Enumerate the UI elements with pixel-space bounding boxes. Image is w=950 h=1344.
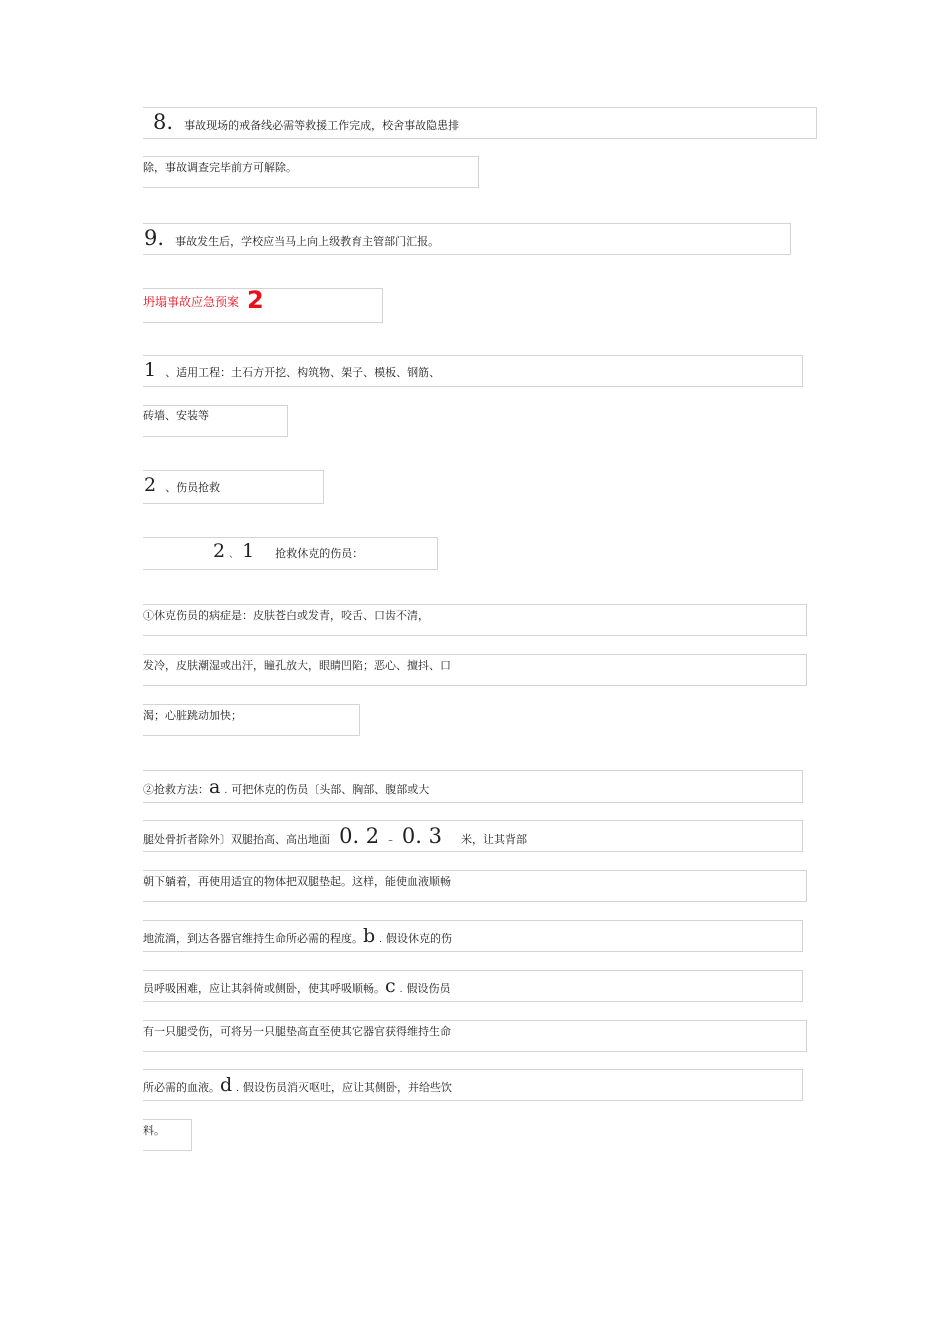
step-letter: d bbox=[220, 1074, 233, 1096]
item-number: 9. bbox=[144, 226, 165, 250]
section-1-continued bbox=[143, 404, 209, 423]
method-line-7 bbox=[143, 1074, 452, 1096]
paragraph-text: 有一只腿受伤，可将另一只腿垫高直至使其它器官获得维持生命 bbox=[143, 1025, 451, 1038]
paragraph-text: 可把休克的伤员〔头部、胸部、腹部或大 bbox=[231, 783, 430, 796]
paragraph-text: 除，事故调查完毕前方可解除。 bbox=[143, 161, 297, 174]
item-number: 1 bbox=[144, 359, 157, 381]
section-2 bbox=[144, 474, 220, 496]
symptom-line-3 bbox=[143, 704, 242, 723]
symptom-line-2 bbox=[143, 654, 451, 673]
separator: . bbox=[379, 935, 383, 945]
paragraph-text: 假设休克的伤 bbox=[386, 932, 453, 945]
separator: 、 bbox=[229, 550, 239, 560]
height-value-max: 0. 3 bbox=[401, 824, 442, 848]
paragraph-text: 米，让其背部 bbox=[461, 833, 528, 846]
paragraph-text: 地流淌，到达各器官维持生命所必需的程度。 bbox=[143, 932, 363, 945]
range-dash: – bbox=[388, 836, 393, 846]
subsection-2-1 bbox=[213, 540, 363, 562]
item-number: 1 bbox=[242, 540, 255, 562]
step-letter: b bbox=[363, 925, 376, 947]
height-value-min: 0. 2 bbox=[339, 824, 380, 848]
method-line-3 bbox=[143, 870, 451, 889]
paragraph-text: ②抢救方法： bbox=[143, 783, 209, 796]
section-1 bbox=[144, 359, 440, 381]
method-line-6 bbox=[143, 1020, 451, 1039]
heading-text: 坍塌事故应急预案 bbox=[143, 295, 240, 309]
paragraph-text: 事故现场的戒备线必需等救援工作完成，校舍事故隐患排 bbox=[184, 119, 460, 132]
section-heading bbox=[143, 286, 264, 314]
paragraph-text: 假设伤员 bbox=[406, 982, 451, 995]
paragraph-text: 员呼吸困难，应让其斜倚或侧卧，使其呼吸顺畅。 bbox=[143, 982, 385, 995]
heading-number: 2 bbox=[247, 286, 264, 314]
paragraph-9 bbox=[144, 226, 439, 250]
item-number: 2 bbox=[213, 540, 226, 562]
item-number: 8. bbox=[153, 110, 174, 134]
paragraph-8 bbox=[153, 110, 459, 134]
paragraph-text: 腿处骨折者除外〕双腿抬高、高出地面 bbox=[143, 833, 330, 846]
paragraph-text: ①休克伤员的病症是：皮肤苍白或发青，咬舌、口齿不清， bbox=[143, 609, 429, 622]
method-line-8 bbox=[143, 1119, 165, 1138]
method-line-5 bbox=[143, 975, 451, 997]
paragraph-text: 料。 bbox=[143, 1124, 165, 1137]
paragraph-text: 假设伤员消灭呕吐，应让其侧卧，并给些饮 bbox=[243, 1081, 453, 1094]
step-letter: a bbox=[209, 776, 221, 798]
separator: . bbox=[399, 985, 403, 995]
paragraph-text: 所必需的血液。 bbox=[143, 1081, 220, 1094]
paragraph-text: 抢救休克的伤员： bbox=[275, 547, 364, 560]
paragraph-text: 渴；心脏跳动加快； bbox=[143, 709, 242, 722]
separator: . bbox=[224, 786, 228, 796]
paragraph-text: 、适用工程：土石方开挖、构筑物、架子、模板、钢筋、 bbox=[165, 366, 441, 379]
paragraph-text: 、伤员抢救 bbox=[165, 481, 221, 494]
method-line-2 bbox=[143, 824, 527, 848]
method-line-1 bbox=[143, 776, 429, 798]
step-letter: c bbox=[385, 975, 396, 997]
method-line-4 bbox=[143, 925, 452, 947]
paragraph-text: 事故发生后，学校应当马上向上级教育主管部门汇报。 bbox=[175, 235, 440, 248]
separator: . bbox=[236, 1084, 240, 1094]
paragraph-text: 发冷，皮肤潮湿或出汗，瞳孔放大，眼睛凹陷；恶心、擅抖、口 bbox=[143, 659, 451, 672]
paragraph-text: 朝下躺着，再使用适宜的物体把双腿垫起。这样，能使血液顺畅 bbox=[143, 875, 451, 888]
paragraph-8-continued bbox=[143, 156, 297, 175]
item-number: 2 bbox=[144, 474, 157, 496]
paragraph-text: 砖墙、安装等 bbox=[143, 409, 209, 422]
symptom-line-1 bbox=[143, 604, 429, 623]
